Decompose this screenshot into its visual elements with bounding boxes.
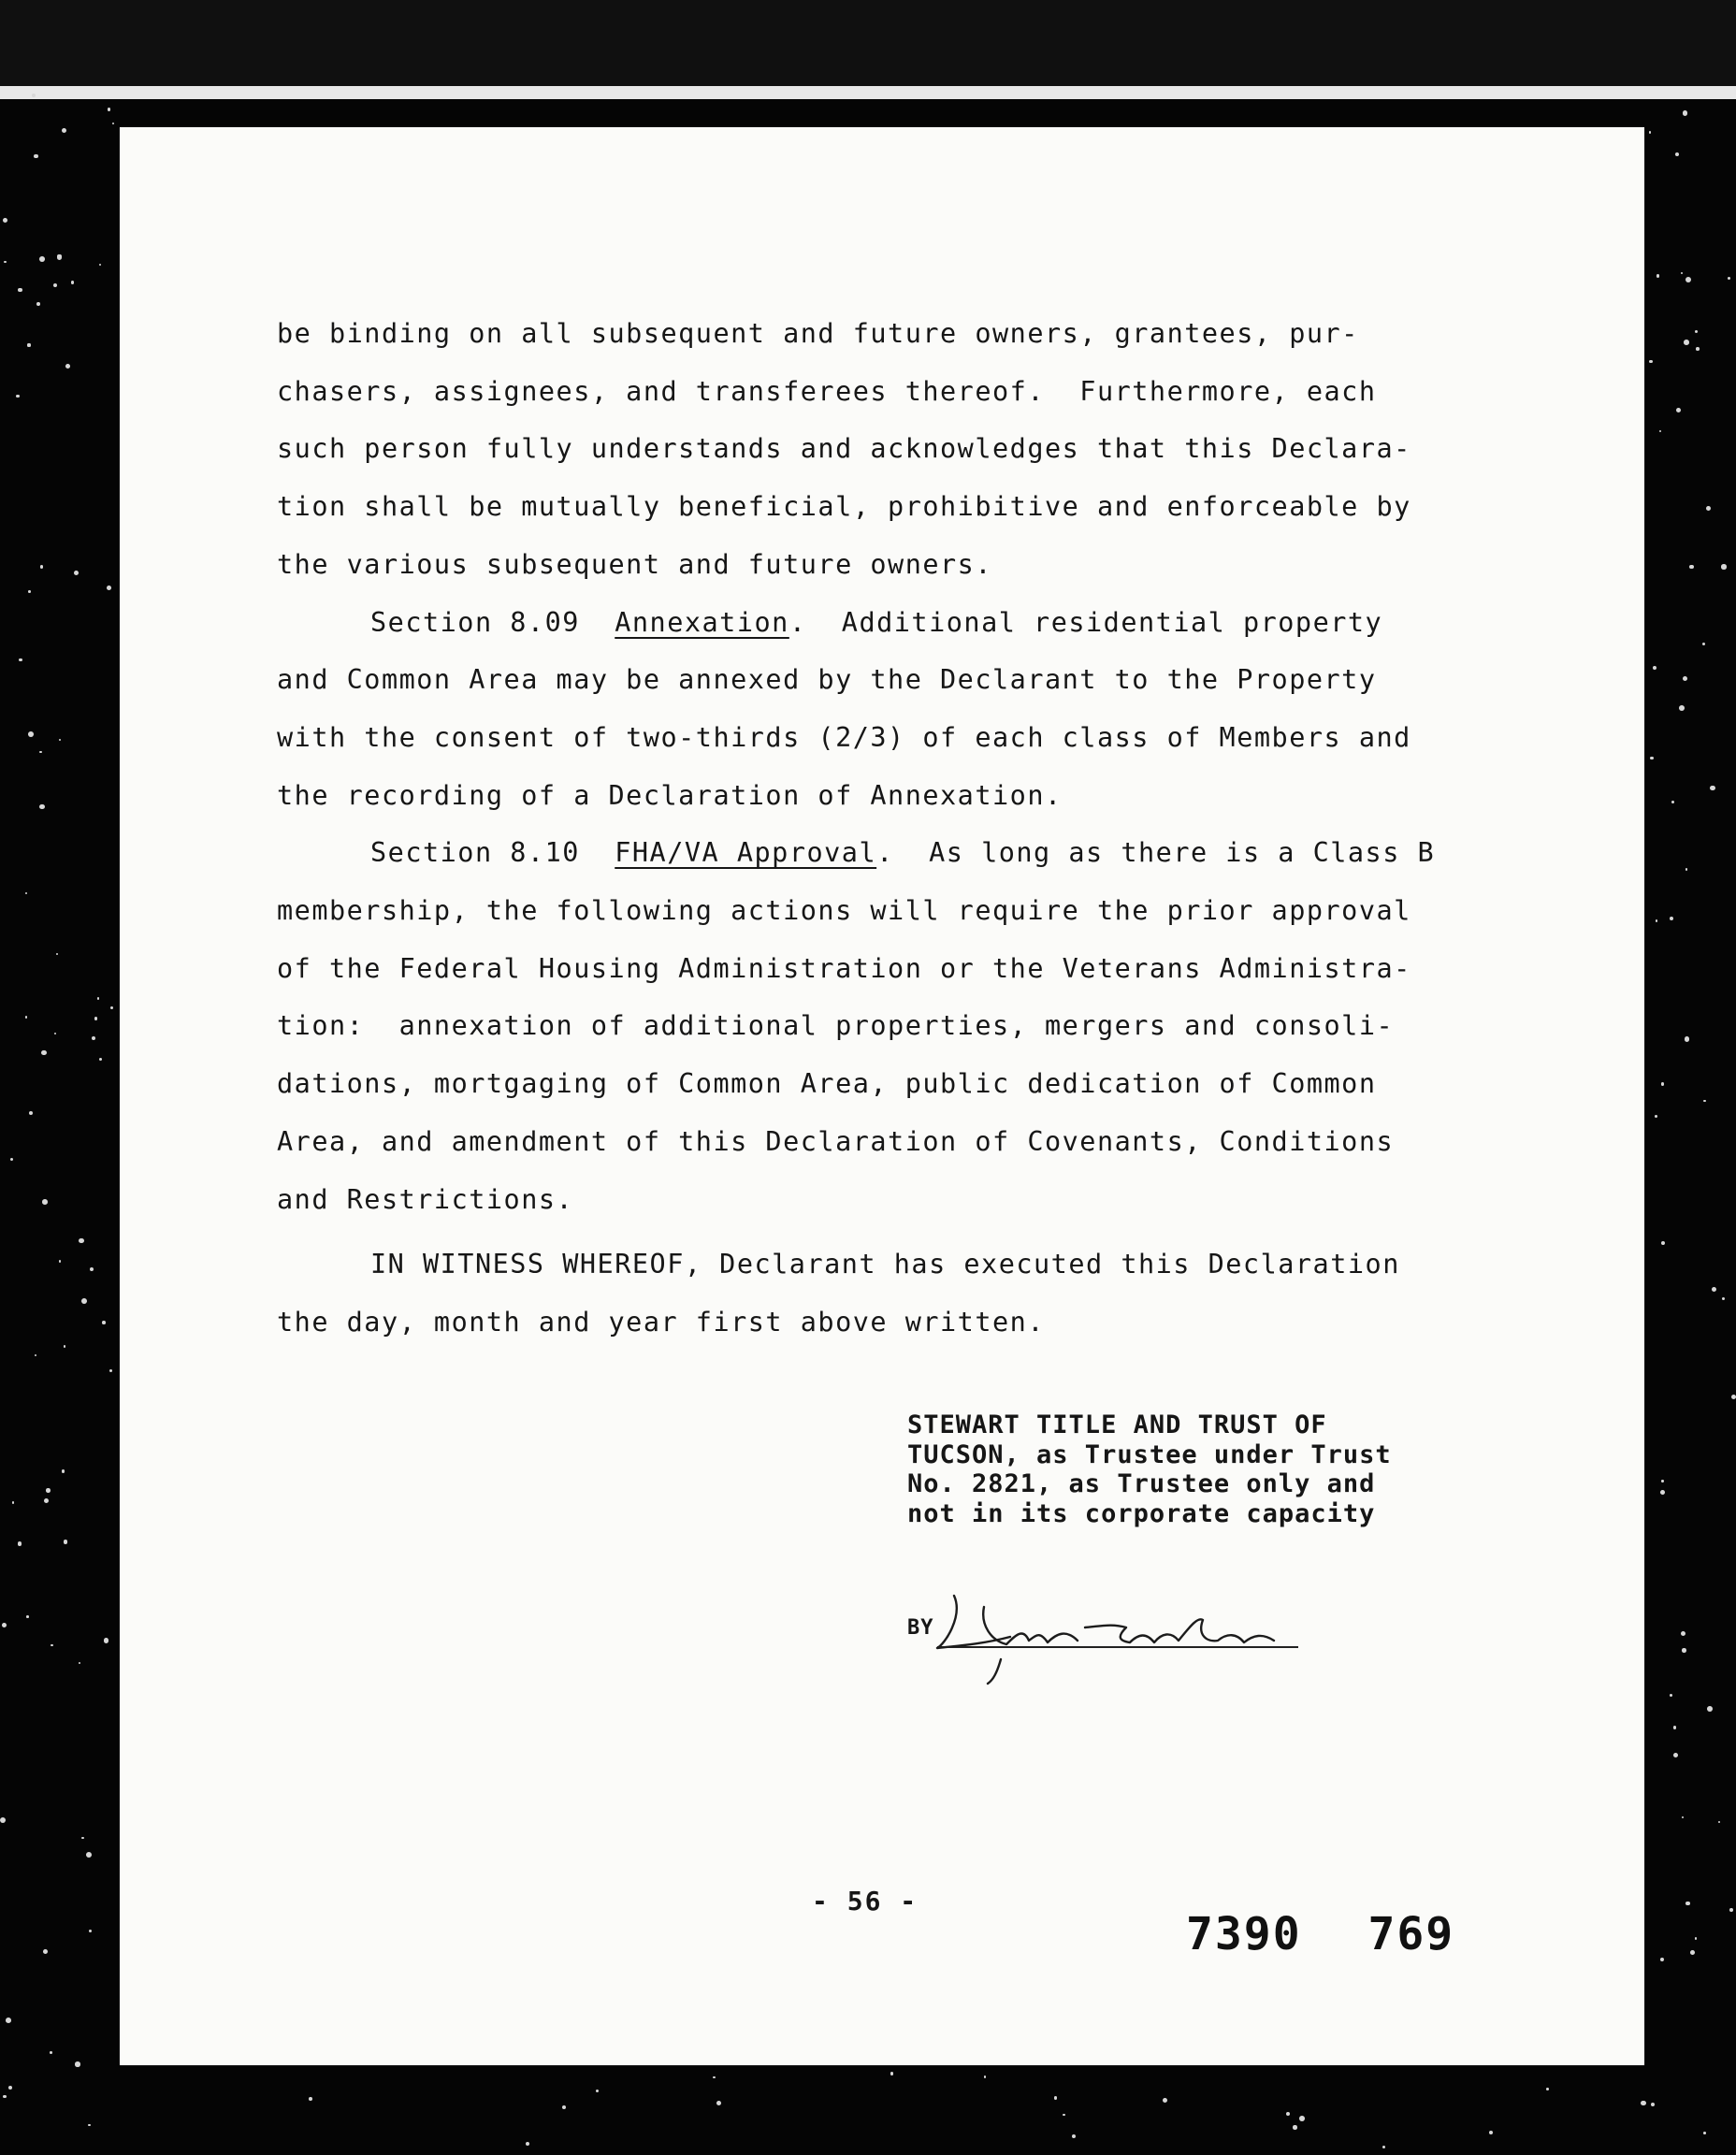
scan-noise-speck [1673, 1726, 1676, 1728]
scan-noise-speck [1696, 347, 1700, 351]
signatory-line: STEWART TITLE AND TRUST OF [907, 1410, 1327, 1439]
scan-noise-speck [1659, 430, 1661, 432]
section-title: FHA/VA Approval [615, 837, 877, 869]
scan-noise-speck [1685, 1036, 1689, 1041]
scan-noise-speck [40, 565, 43, 568]
scan-noise-speck [75, 2061, 80, 2066]
scan-noise-speck [1670, 917, 1673, 920]
section-number: Section 8.10 [370, 837, 580, 869]
scan-noise-speck [46, 1488, 51, 1493]
scan-noise-speck [59, 1260, 62, 1263]
scan-noise-speck [1679, 705, 1685, 711]
scan-noise-speck [54, 1033, 56, 1034]
scan-noise-speck [309, 2097, 312, 2101]
witness-line: IN WITNESS WHEREOF, Declarant has executed this Declaration [370, 1249, 1400, 1280]
scan-noise-speck [984, 2075, 987, 2078]
section-title: Annexation [615, 606, 789, 638]
scan-noise-speck [16, 395, 19, 398]
body-line: tion: annexation of additional properties, mergers and consoli- [277, 1010, 1395, 1042]
scan-noise-speck [51, 1644, 52, 1646]
scan-noise-speck [79, 1662, 80, 1664]
scan-noise-speck [35, 1354, 36, 1356]
scan-noise-speck [1660, 1490, 1665, 1495]
scan-noise-speck [1661, 1082, 1664, 1085]
scan-noise-speck [74, 571, 79, 575]
scan-noise-speck [1685, 1902, 1690, 1906]
scan-noise-speck [25, 1016, 27, 1018]
scan-noise-speck [81, 1837, 83, 1839]
scan-noise-speck [43, 1949, 48, 1954]
scan-noise-speck [1382, 2146, 1385, 2148]
scan-noise-speck [1721, 564, 1726, 569]
scan-noise-speck [88, 2124, 90, 2126]
section-8-09-heading-line [277, 594, 1586, 652]
scan-noise-speck [1690, 1950, 1695, 1955]
body-line: be binding on all subsequent and future owners, grantees, pur- [277, 318, 1359, 349]
scan-noise-speck [56, 953, 59, 956]
scan-noise-speck [1683, 110, 1687, 115]
scan-noise-speck [6, 2018, 11, 2023]
scan-noise-speck [1661, 1241, 1665, 1245]
scan-noise-speck [99, 264, 101, 266]
scan-noise-speck [1685, 277, 1691, 282]
signatory-line: TUCSON, as Trustee under Trust [907, 1439, 1392, 1469]
scan-noise-speck [94, 1017, 98, 1020]
scan-noise-speck [39, 804, 45, 810]
scan-noise-speck [62, 128, 66, 133]
body-line: the various subsequent and future owners. [277, 548, 992, 580]
scan-noise-speck [1710, 786, 1715, 791]
scan-noise-speck [59, 739, 61, 741]
scan-noise-speck [1063, 2114, 1064, 2116]
scan-noise-speck [1656, 274, 1659, 277]
scan-noise-speck [108, 108, 110, 110]
scan-noise-speck [39, 751, 42, 754]
scan-noise-speck [36, 302, 40, 306]
scan-noise-speck [41, 1050, 47, 1056]
signatory-block [907, 1410, 1392, 1528]
scan-noise-speck [90, 1267, 94, 1271]
scan-noise-speck [1293, 2125, 1296, 2129]
scan-noise-speck [1673, 1753, 1678, 1757]
signature-line [907, 1579, 1300, 1691]
scan-noise-speck [1675, 152, 1679, 156]
body-line: such person fully understands and acknowledges that this Declara- [277, 433, 1411, 465]
scan-noise-speck [102, 1321, 106, 1324]
body-line: of the Federal Housing Administration or the Veterans Administra- [277, 952, 1411, 984]
section-8-10-heading-line [277, 824, 1586, 882]
document-body [277, 305, 1586, 1352]
scan-noise-speck [8, 2086, 12, 2090]
scan-noise-speck [1649, 131, 1652, 134]
scan-noise-speck [99, 1058, 102, 1061]
body-line: membership, the following actions will require the prior approval [277, 895, 1411, 927]
scan-noise-speck [112, 123, 114, 124]
scan-noise-speck [39, 256, 45, 262]
body-line: with the consent of two-thirds (2/3) of each class of Members and [277, 721, 1411, 753]
scan-noise-speck [92, 1036, 95, 1040]
scan-top-border [0, 0, 1736, 99]
scan-noise-speck [890, 2072, 894, 2075]
scan-noise-speck [29, 1111, 33, 1115]
scan-noise-speck [1286, 2112, 1290, 2116]
body-line: and Common Area may be annexed by the Declarant to the Property [277, 664, 1377, 696]
scan-noise-speck [1656, 919, 1657, 921]
scan-noise-speck [50, 2051, 52, 2054]
scan-noise-speck [1729, 1908, 1733, 1912]
scan-noise-speck [26, 1615, 29, 1618]
scan-noise-speck [1695, 1937, 1697, 1939]
scan-noise-speck [1546, 2088, 1549, 2090]
scan-noise-speck [0, 1817, 6, 1823]
scan-noise-speck [1676, 408, 1681, 412]
scan-noise-speck [104, 1638, 109, 1643]
scan-noise-speck [1299, 2116, 1305, 2121]
scan-noise-speck [1650, 757, 1653, 759]
scan-noise-speck [3, 2095, 6, 2098]
scan-noise-speck [1695, 330, 1698, 333]
scan-noise-speck [25, 892, 27, 894]
scan-noise-speck [1054, 2096, 1057, 2099]
scan-noise-speck [562, 2105, 566, 2109]
scan-noise-speck [4, 261, 6, 263]
scan-noise-speck [28, 731, 34, 737]
scan-noise-speck [28, 590, 31, 593]
body-line: tion shall be mutually beneficial, prohibitive and enforceable by [277, 491, 1411, 523]
scan-noise-speck [19, 658, 22, 662]
scan-noise-speck [1689, 565, 1694, 570]
scan-noise-speck [110, 1006, 113, 1009]
scan-noise-speck [1641, 2101, 1646, 2106]
scan-noise-speck [64, 1540, 68, 1544]
scan-noise-speck [10, 1158, 13, 1161]
scan-noise-speck [1163, 2098, 1167, 2103]
scan-noise-speck [596, 2090, 599, 2092]
document-page [120, 127, 1644, 2065]
scan-noise-speck [109, 1369, 112, 1372]
body-line: dations, mortgaging of Common Area, public dedication of Common [277, 1068, 1377, 1100]
signatory-line: not in its corporate capacity [907, 1498, 1376, 1528]
scan-noise-speck [32, 94, 36, 97]
scan-noise-speck [1731, 1395, 1736, 1399]
scan-noise-speck [1728, 277, 1730, 280]
scan-noise-speck [1651, 2103, 1655, 2106]
scan-noise-speck [1703, 1100, 1705, 1102]
scan-noise-speck [79, 1238, 83, 1243]
witness-line: the day, month and year first above written. [277, 1306, 1045, 1338]
scan-noise-speck [81, 1298, 87, 1304]
scan-noise-speck [1683, 676, 1687, 681]
scan-noise-speck [18, 288, 22, 292]
scan-noise-speck [27, 343, 30, 346]
scan-noise-speck [1072, 2134, 1077, 2139]
scan-noise-speck [1649, 360, 1652, 363]
section-lead-text: . Additional residential property [788, 606, 1383, 638]
scan-noise-speck [65, 364, 70, 369]
scan-noise-speck [2, 1623, 7, 1627]
scan-noise-speck [1682, 1648, 1686, 1653]
scan-noise-speck [1703, 2132, 1706, 2134]
scan-noise-speck [1682, 1816, 1684, 1818]
scan-noise-speck [42, 1199, 48, 1205]
scan-noise-speck [1722, 1297, 1726, 1301]
scan-noise-speck [1681, 1631, 1685, 1636]
section-number: Section 8.09 [370, 606, 580, 638]
scan-noise-speck [1489, 2131, 1494, 2135]
scan-noise-speck [1670, 1694, 1672, 1697]
body-line: the recording of a Declaration of Annexation. [277, 779, 1063, 811]
scan-noise-speck [1707, 1706, 1713, 1712]
scan-noise-speck [1706, 506, 1711, 511]
scan-noise-speck [62, 1469, 65, 1472]
scan-noise-speck [1718, 1821, 1721, 1824]
scan-noise-speck [716, 2101, 721, 2105]
scan-noise-speck [526, 2142, 530, 2147]
scan-noise-speck [1681, 272, 1684, 275]
scan-noise-speck [34, 154, 37, 158]
handwritten-signature [926, 1579, 1300, 1691]
body-line: and Restrictions. [277, 1183, 574, 1215]
scan-noise-speck [1671, 801, 1674, 803]
scan-noise-speck [57, 254, 61, 258]
scan-noise-speck [1702, 643, 1705, 645]
body-line: chasers, assignees, and transferees thereof. Furthermore, each [277, 375, 1377, 407]
scan-noise-speck [86, 1852, 92, 1858]
scan-noise-speck [64, 1345, 65, 1347]
scan-noise-speck [1712, 1287, 1716, 1292]
scan-noise-speck [3, 218, 7, 223]
scan-noise-speck [44, 1498, 49, 1503]
scan-noise-speck [1685, 868, 1688, 871]
scan-noise-speck [1684, 340, 1689, 345]
scan-noise-speck [12, 1501, 15, 1504]
signatory-line: No. 2821, as Trustee only and [907, 1469, 1376, 1498]
scan-noise-speck [53, 283, 57, 287]
scan-noise-speck [1661, 1480, 1664, 1482]
section-lead-text: . As long as there is a Class B [876, 837, 1436, 869]
scan-noise-speck [1653, 666, 1656, 670]
scan-noise-speck [107, 586, 111, 590]
page-number: - 56 - [812, 1886, 919, 1916]
by-label: BY [907, 1616, 934, 1640]
scan-noise-speck [1655, 1115, 1657, 1118]
scan-noise-speck [71, 281, 75, 284]
scan-noise-speck [713, 2076, 716, 2079]
scan-noise-speck [97, 997, 99, 999]
record-number-stamp: 7390 769 [1186, 1908, 1455, 1960]
body-line: Area, and amendment of this Declaration of Covenants, Conditions [277, 1125, 1395, 1157]
scan-noise-speck [1660, 1958, 1664, 1961]
scan-noise-speck [89, 1930, 92, 1932]
scan-noise-speck [18, 1541, 22, 1546]
